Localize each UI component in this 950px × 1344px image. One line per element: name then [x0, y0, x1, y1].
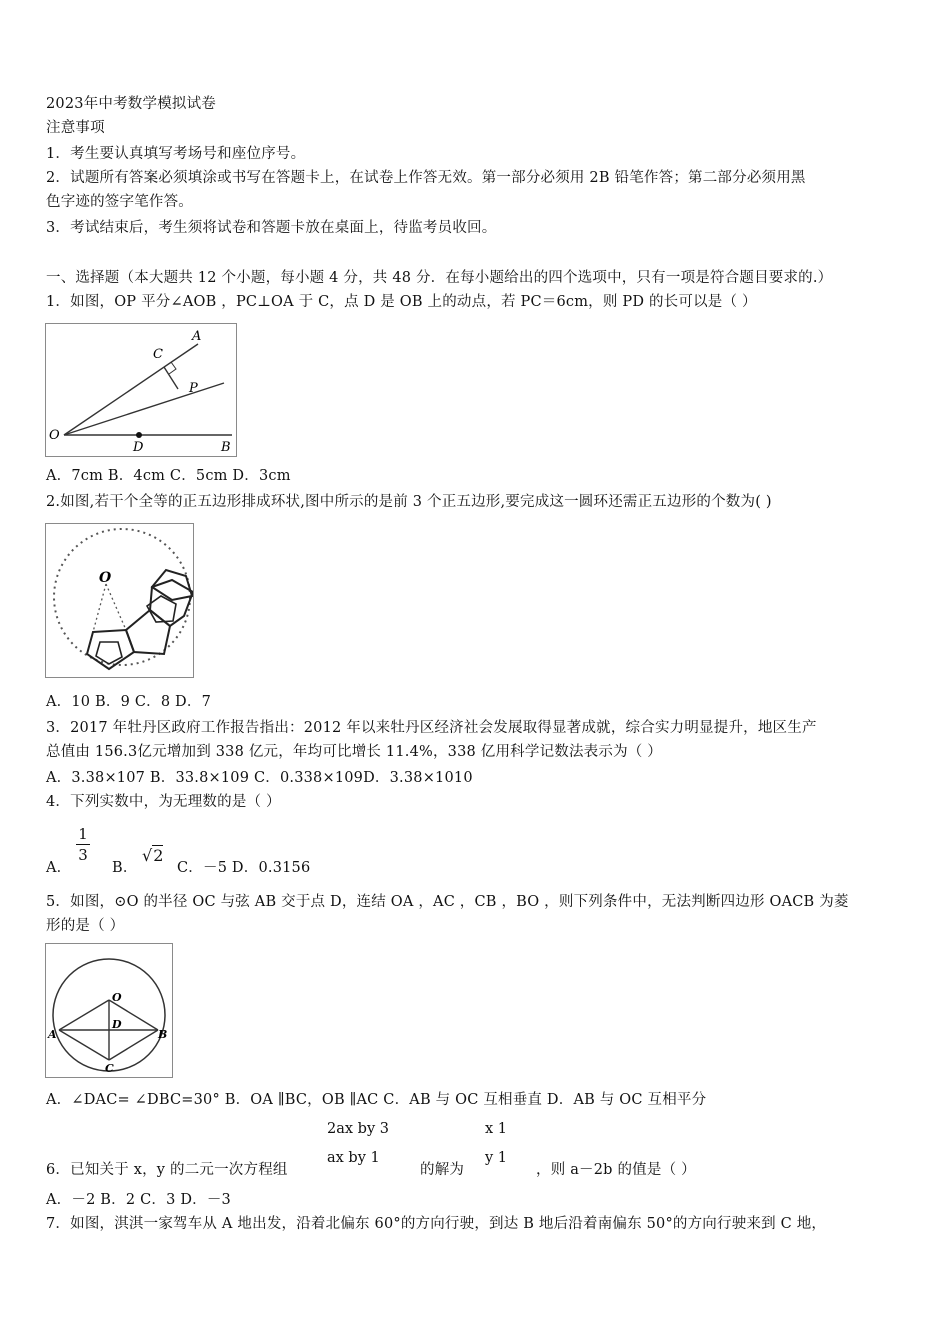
label-D: D — [133, 440, 144, 455]
paper-title: 2023年中考数学模拟试卷 — [46, 96, 217, 112]
question-2-options: A．10 B．9 C．8 D．7 — [46, 694, 212, 710]
question-1-figure — [45, 323, 237, 457]
sqrt-radicand: 2 — [153, 846, 164, 865]
question-1-options: A．7cm B．4cm C．5cm D．3cm — [46, 468, 291, 484]
sqrt-two — [142, 846, 163, 865]
question-4-option-a-prefix: A． — [46, 860, 72, 876]
label-C: C — [153, 347, 163, 362]
question-6-stem-start: 6．已知关于 x，y 的二元一次方程组 — [46, 1162, 288, 1178]
question-4-stem: 4．下列实数中，为无理数的是（ ） — [46, 794, 281, 810]
question-6-stem-end: ，则 a－2b 的值是（ ） — [536, 1162, 696, 1178]
question-5-options: A．∠DAC= ∠DBC=30° B．OA ∥BC，OB ∥AC C．AB 与 OC 互相垂直 D．AB 与 OC 互相平分 — [46, 1092, 707, 1108]
notice-item: 色字迹的签字笔作答。 — [46, 194, 193, 210]
question-5-stem: 形的是（ ） — [46, 918, 125, 934]
section-heading: 一、选择题（本大题共 12 个小题，每小题 4 分，共 48 分．在每小题给出的四个选项中，只有一项是符合题目要求的.） — [46, 270, 833, 286]
label-D: D — [112, 1018, 122, 1031]
fraction-numerator: 1 — [78, 825, 88, 843]
notice-item: 2．试题所有答案必须填涂或书写在答题卡上，在试卷上作答无效。第一部分必须用 2B 铅笔作答；第二部分必须用黑 — [46, 170, 806, 186]
question-5-figure — [45, 943, 173, 1078]
solution-y: y 1 — [485, 1150, 508, 1166]
question-6-stem-mid: 的解为 — [420, 1162, 465, 1178]
question-7-stem: 7．如图，淇淇一家驾车从 A 地出发，沿着北偏东 60°的方向行驶，到达 B 地后沿着南偏东 50°的方向行驶来到 C 地， — [46, 1216, 827, 1232]
system-equation-1: 2ax by 3 — [327, 1121, 389, 1137]
solution-x: x 1 — [485, 1121, 508, 1137]
label-B: B — [221, 440, 231, 455]
notice-title: 注意事项 — [46, 120, 105, 136]
label-B: B — [158, 1028, 168, 1041]
question-2-figure — [45, 523, 194, 678]
fraction-denominator: 3 — [78, 846, 88, 864]
label-O: O — [112, 991, 122, 1004]
fraction-one-third — [76, 825, 90, 864]
question-4-options-rest: C．－5 D．0.3156 — [177, 860, 311, 876]
radical-sign-icon: √ — [142, 846, 153, 865]
label-O: O — [49, 428, 60, 443]
label-A: A — [192, 329, 202, 344]
label-C: C — [105, 1062, 114, 1075]
question-4-option-b-prefix: B． — [112, 860, 138, 876]
label-P: P — [189, 381, 198, 396]
question-5-stem: 5．如图，⊙O 的半径 OC 与弦 AB 交于点 D，连结 OA ，AC ，CB ，BO ，则下列条件中，无法判断四边形 OACB 为菱 — [46, 894, 849, 910]
notice-item: 3．考试结束后，考生须将试卷和答题卡放在桌面上，待监考员收回。 — [46, 220, 497, 236]
question-3-stem: 总值由 156.3亿元增加到 338 亿元，年均可比增长 11.4%，338 亿用科学记数法表示为（ ） — [46, 744, 662, 760]
question-6-options: A．－2 B．2 C．3 D．－3 — [46, 1192, 231, 1208]
label-O: O — [99, 570, 112, 586]
question-3-stem: 3．2017 年牡丹区政府工作报告指出：2012 年以来牡丹区经济社会发展取得显著成就，综合实力明显提升，地区生产 — [46, 720, 817, 736]
notice-item: 1．考生要认真填写考场号和座位序号。 — [46, 146, 306, 162]
question-1-stem: 1．如图，OP 平分∠AOB ，PC⊥OA 于 C，点 D 是 OB 上的动点，若 PC＝6cm，则 PD 的长可以是（ ） — [46, 294, 757, 310]
system-equation-2: ax by 1 — [327, 1150, 380, 1166]
question-2-stem: 2.如图,若干个全等的正五边形排成环状,图中所示的是前 3 个正五边形,要完成这一圆环还需正五边形的个数为( ) — [46, 494, 772, 510]
label-A: A — [48, 1028, 57, 1041]
question-3-options: A．3.38×107 B．33.8×109 C．0.338×109D．3.38×1010 — [46, 770, 473, 786]
